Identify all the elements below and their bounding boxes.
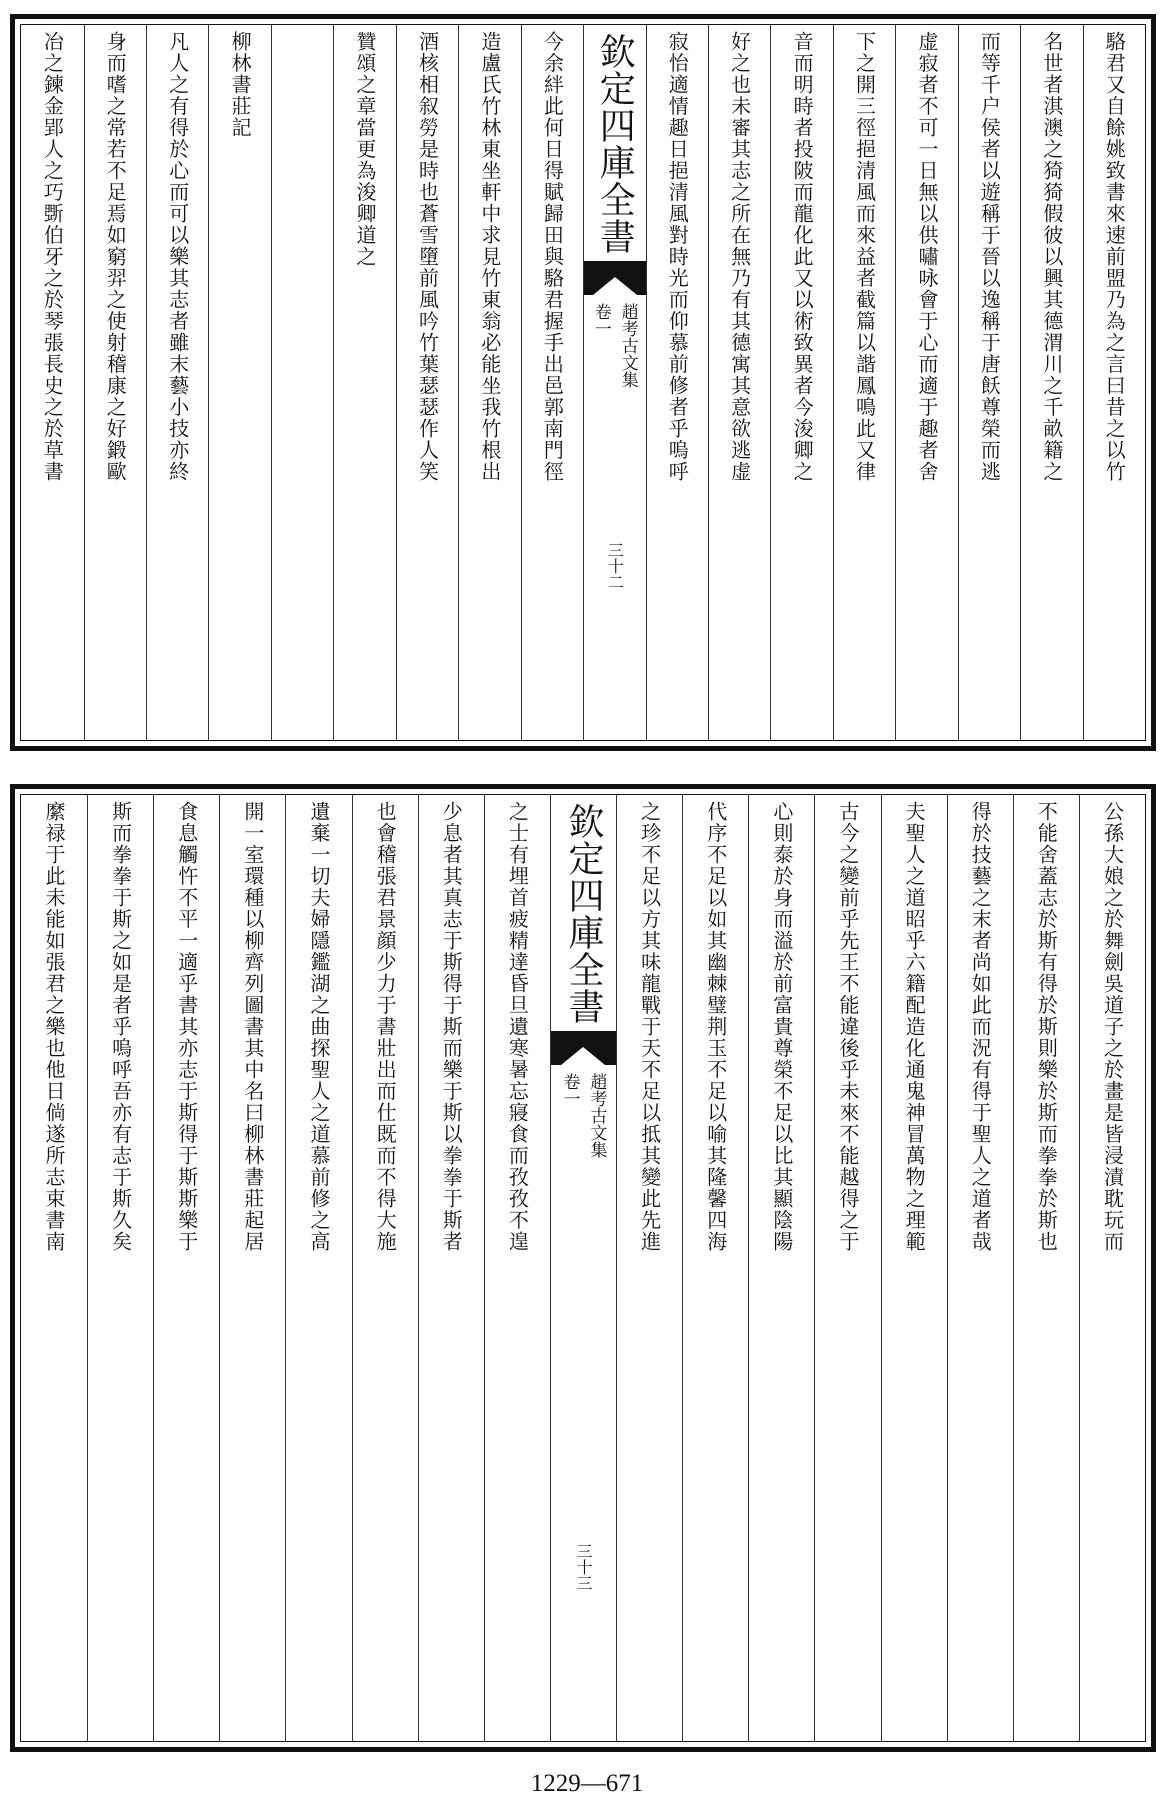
column-text: 心則泰於身而溢於前富貴尊榮不足以比其顯陰陽 [769,801,794,1253]
column-text: 也會稽張君景顔少力于書壯出而仕既而不得大施 [373,801,398,1253]
text-column [616,795,682,1741]
text-column [1079,795,1145,1741]
text-column [770,25,832,740]
collection-title: 趙考古文集 [586,1073,607,1158]
text-column [219,795,285,1741]
column-text: 之士有埋首疲精達昏旦遺寒暑忘寢食而孜孜不遑 [505,801,530,1253]
text-column [881,795,947,1741]
collection-title: 趙考古文集 [617,303,638,388]
text-column [285,795,351,1741]
text-column [21,795,87,1741]
text-column [958,25,1020,740]
text-column [682,795,748,1741]
column-text: 得於技藝之末者尚如此而況有得于聖人之道者哉 [968,801,993,1253]
text-column [895,25,957,740]
text-column [748,795,814,1741]
page-number: 三十二 [605,542,625,590]
text-column [458,25,520,740]
column-text: 身而嗜之常若不足焉如窮羿之使射稽康之好鍛歐 [103,31,128,483]
catalog-number: 1229—671 [530,1770,644,1797]
text-column [146,25,208,740]
column-text: 之珍不足以方其味龍戰于天不足以抵其變此先進 [637,801,662,1253]
column-text: 今余絆此何日得賦歸田與駱君握手出邑郭南門徑 [540,31,565,483]
column-text: 冶之鍊金郢人之巧斲伯牙之於琴張長史之於草書 [40,31,65,483]
column-text: 柳林書莊記 [228,31,253,139]
column-text: 酒核相叙勞是時也蒼雪墮前風吟竹葉瑟瑟作人笑 [415,31,440,483]
upper-page [10,14,1156,751]
text-column [1020,25,1082,740]
column-text: 造盧氏竹林東坐軒中求見竹東翁必能坐我竹根出 [477,31,502,483]
column-text: 少息者其真志于斯得于斯而樂于斯以拳拳于斯者 [439,801,464,1253]
column-text: 公孫大娘之於舞劍吳道子之於畫是皆浸漬耽玩而 [1100,801,1125,1253]
page-number: 三十三 [573,1543,593,1591]
column-text: 代序不足以如其幽棘璧荆玉不足以喻其隆馨四海 [703,801,728,1253]
column-text: 音而明時者投陂而龍化此又以術致異者今浚卿之 [790,31,815,483]
column-text: 贊頌之章當更為浚卿道之 [353,31,378,268]
center-banner [550,795,616,1741]
column-text: 下之開三徑挹清風而來益者截篇以諧鳳鳴此又律 [852,31,877,483]
column-text: 好之也未審其志之所在無乃有其德寓其意欲逃虚 [727,31,752,483]
text-column [418,795,484,1741]
volume-label: 卷一 [559,1073,580,1107]
text-column [708,25,770,740]
center-banner [583,25,645,740]
text-column [646,25,708,740]
text-column [396,25,458,740]
column-text: 縻禄于此未能如張君之樂也他日倘遂所志束書南 [41,801,66,1253]
column-text: 開一室環種以柳齊列圖書其中名曰柳林書莊起居 [240,801,265,1253]
volume-label: 卷一 [590,303,611,337]
text-column [947,795,1013,1741]
column-text: 遺棄一切夫婦隱鑑湖之曲探聖人之道慕前修之高 [306,801,331,1253]
fishtail-mark-icon [584,261,645,295]
fishtail-mark-icon [551,1031,616,1065]
text-column [208,25,270,740]
text-column [833,25,895,740]
column-text: 名世者淇澳之猗猗假彼以興其德渭川之千畝籍之 [1039,31,1064,483]
text-column [1083,25,1145,740]
series-title: 欽定四庫全書 [594,33,636,255]
text-column [814,795,880,1741]
text-column [352,795,418,1741]
text-column [521,25,583,740]
text-column [333,25,395,740]
series-title: 欽定四庫全書 [562,803,604,1025]
text-column [84,25,146,740]
lower-page [10,784,1156,1752]
text-column [87,795,153,1741]
column-text: 斯而拳拳于斯之如是者乎嗚呼吾亦有志于斯久矣 [108,801,133,1253]
text-column [271,25,333,740]
column-text: 駱君又自餘姚致書來速前盟乃為之言曰昔之以竹 [1102,31,1127,483]
column-text: 凡人之有得於心而可以樂其志者雖末藝小技亦終 [165,31,190,483]
text-column [1013,795,1079,1741]
column-text: 食息觸忤不平一適乎書其亦志于斯得于斯斯樂于 [174,801,199,1253]
column-text: 不能舍蓋志於斯有得於斯則樂於斯而拳拳於斯也 [1034,801,1059,1253]
column-text: 寂怡適情趣日挹清風對時光而仰慕前修者乎嗚呼 [665,31,690,483]
text-column [153,795,219,1741]
column-text: 夫聖人之道昭乎六籍配造化通鬼神冒萬物之理範 [902,801,927,1253]
text-column [484,795,550,1741]
text-column [21,25,83,740]
column-text: 古今之變前乎先王不能違後乎未來不能越得之于 [835,801,860,1253]
column-text: 而等千户侯者以遊稱于晉以逸稱于唐飫尊榮而逃 [977,31,1002,483]
column-text: 虚寂者不可一日無以供嘯咏會于心而適于趣者舍 [914,31,939,483]
